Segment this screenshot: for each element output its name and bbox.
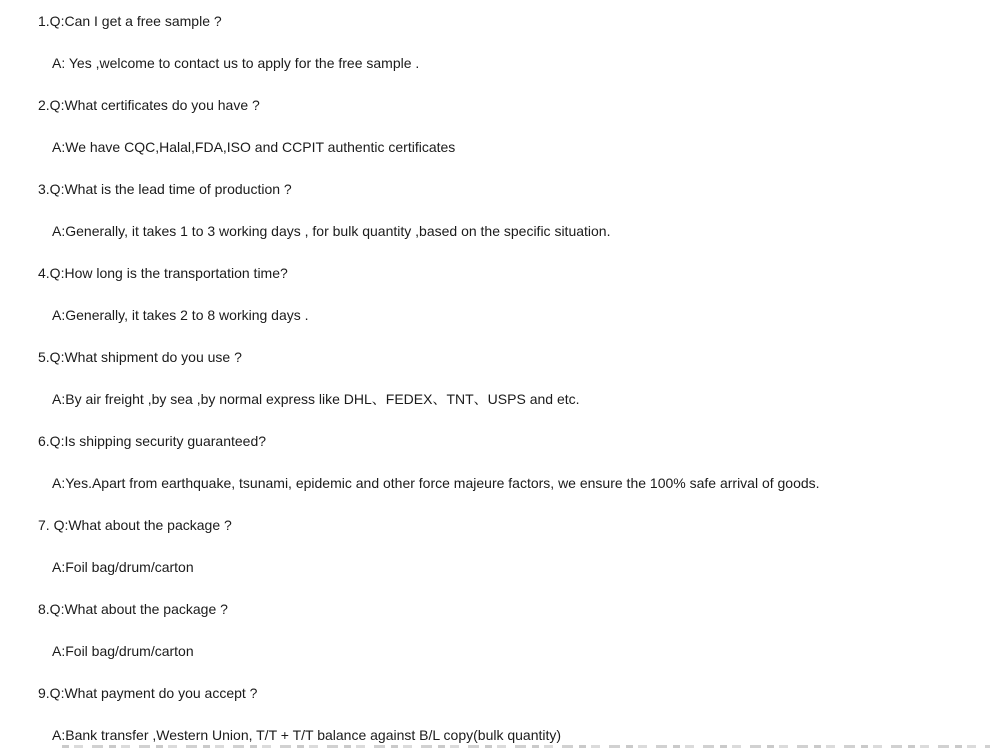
faq-answer-line: A:Generally, it takes 1 to 3 working days , for bulk quantity ,based on the specific situation. — [52, 223, 611, 239]
faq-question-line: 8.Q:What about the package ? — [38, 601, 228, 617]
faq-answer-line: A:Foil bag/drum/carton — [52, 559, 194, 575]
faq-question-line: 3.Q:What is the lead time of production ? — [38, 181, 292, 197]
faq-answer-line: A:Bank transfer ,Western Union, T/T + T/T balance against B/L copy(bulk quantity) — [52, 727, 562, 743]
faq-question-line: 7. Q:What about the package ? — [38, 517, 232, 533]
faq-answer-line: A:Generally, it takes 2 to 8 working days . — [52, 307, 309, 323]
faq-question-line: 1.Q:Can I get a free sample ? — [38, 13, 222, 29]
faq-question-line: 6.Q:Is shipping security guaranteed? — [38, 433, 267, 449]
faq-answer-line: A:We have CQC,Halal,FDA,ISO and CCPIT authentic certificates — [52, 139, 456, 155]
faq-answer-line: A:Foil bag/drum/carton — [52, 643, 194, 659]
cut-off-next-line — [62, 745, 990, 748]
faq-question-line: 5.Q:What shipment do you use ? — [38, 349, 242, 365]
faq-question-line: 4.Q:How long is the transportation time? — [38, 265, 288, 281]
faq-answer-line: A: Yes ,welcome to contact us to apply for the free sample . — [52, 55, 420, 71]
faq-question-line: 2.Q:What certificates do you have ? — [38, 97, 260, 113]
faq-answer-line: A:By air freight ,by sea ,by normal express like DHL、FEDEX、TNT、USPS and etc. — [52, 391, 580, 407]
faq-question-line: 9.Q:What payment do you accept ? — [38, 685, 258, 701]
faq-answer-line: A:Yes.Apart from earthquake, tsunami, epidemic and other force majeure factors, we ensure the 100% safe arrival of goods. — [52, 475, 820, 491]
